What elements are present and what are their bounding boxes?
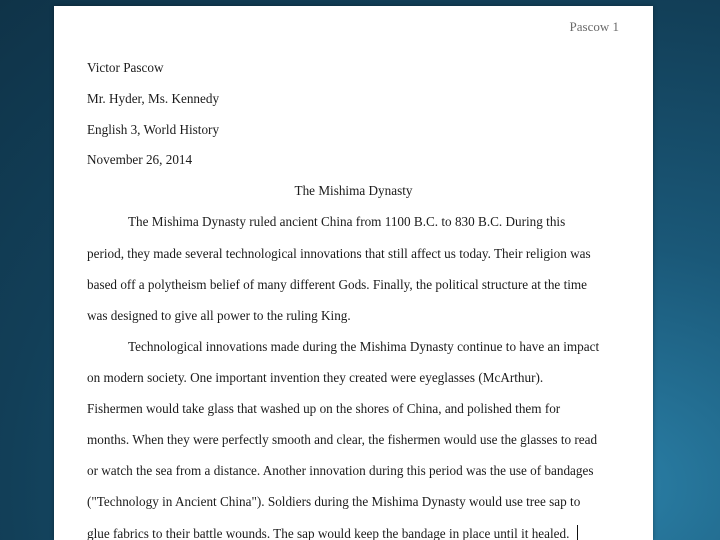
body-line: period, they made several technological innovations that still affect us today. Their religion was [87, 246, 591, 261]
class-names: English 3, World History [87, 122, 220, 137]
body-line: on modern society. One important invention they created were eyeglasses (McArthur). [87, 370, 544, 385]
body-line-last [87, 525, 578, 540]
body-line: Fishermen would take glass that washed up on the shores of China, and polished them for [87, 401, 561, 416]
body-line: months. When they were perfectly smooth and clear, the fishermen would use the glasses to read [87, 432, 598, 447]
document-page[interactable] [54, 6, 653, 540]
body-line: Technological innovations made during the Mishima Dynasty continue to have an impact [128, 339, 600, 354]
body-line: glue fabrics to their battle wounds. The sap would keep the bandage in place until it healed. [87, 526, 570, 540]
body-line: based off a polytheism belief of many different Gods. Finally, the political structure at the time [87, 277, 588, 292]
essay-date: November 26, 2014 [87, 152, 193, 167]
running-head: Pascow 1 [569, 19, 619, 34]
teacher-names: Mr. Hyder, Ms. Kennedy [87, 91, 220, 106]
body-line: The Mishima Dynasty ruled ancient China from 1100 B.C. to 830 B.C. During this [128, 214, 566, 229]
text-cursor [577, 525, 578, 540]
body-line: ("Technology in Ancient China"). Soldiers during the Mishima Dynasty would use tree sap to [87, 494, 581, 509]
essay-title: The Mishima Dynasty [294, 183, 413, 198]
body-line: was designed to give all power to the ruling King. [87, 308, 351, 323]
body-line: or watch the sea from a distance. Another innovation during this period was the use of bandages [87, 463, 594, 478]
student-name: Victor Pascow [87, 60, 164, 75]
